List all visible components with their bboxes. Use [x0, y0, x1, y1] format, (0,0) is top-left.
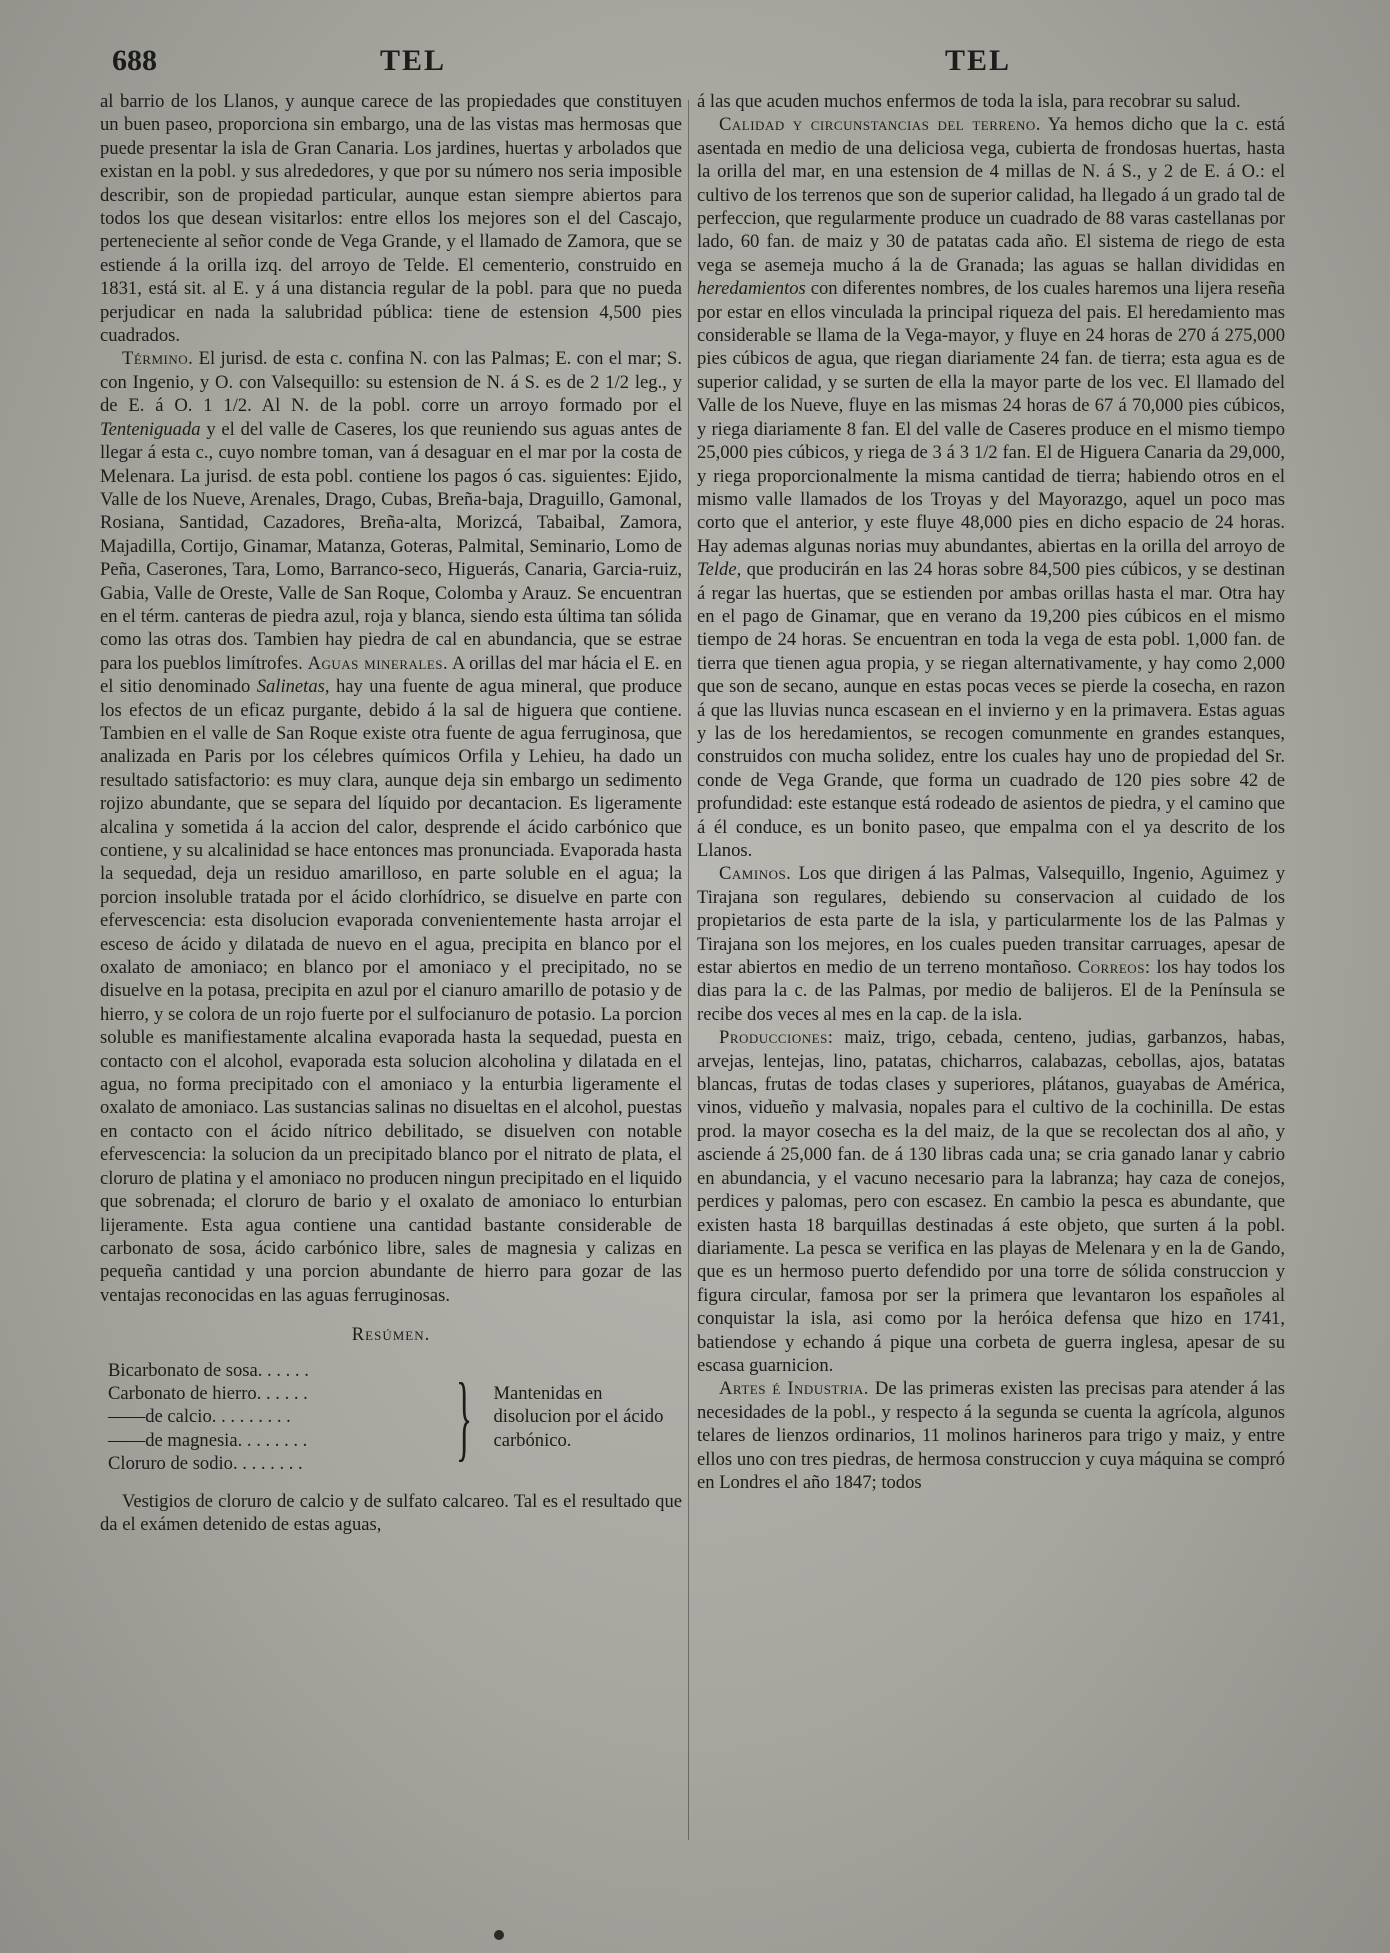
resumen-item: ——de magnesia. . . . . . . .: [108, 1429, 308, 1451]
resumen-item: Cloruro de sodio. . . . . . . .: [108, 1453, 303, 1475]
paragraph-calidad: Calidad y circunstancias del terreno. Ya hemos dicho que la c. está asentada en medio de una deliciosa vega, cubierta de frondosas huertas, hasta la orilla del mar, en una estension de 4 millas de N. á S., y 2 de E. á O.: el cultivo de los terrenos que son de superior calidad, ha llegado á un grado tal de perfeccion, que regularmente produce un cuadrado de 88 varas castellanas por lado, 60 fan. de maiz y 30 de patatas cada año. El sistema de riego de esta vega se asemeja mucho á la de Granada; las aguas se hallan divididas en heredamientos con diferentes nombres, de los cuales haremos una lijera reseña por estar en ellos vinculada la principal riqueza del pais. El heredamiento mas considerable se llama de la Vega-mayor, y fluye en 24 horas de 270 á 275,000 pies cúbicos de agua, que riegan diariamente 24 fan. de tierra; esta agua es de superior calidad, y se surten de ella la mayor parte de los vec. El llamado del Valle de los Nueve, fluye en las mismas 24 horas de 67 á 70,000 pies cúbicos, y riega diariamente 8 fan. El del valle de Caseres produce en el mismo tiempo 25,000 pies cúbicos, y riega de 3 á 3 1/2 fan. El de Higuera Canaria da 29,000, y riega proporcionalmente la misma cantidad de tierra; habiendo otros en el mismo valle llamados de los Troyas y del Mayorazgo, aquel un poco mas corto que el anterior, y este fluye 48,000 pies en dicho espacio de 24 horas. Hay ademas algunas norias muy abundantes, abiertas en la orilla del arroyo de Telde, que producirán en las 24 horas sobre 84,500 pies cúbicos, y se destinan á regar las huertas, que se estienden por ambas orillas hasta el mar. Otra hay en el pago de Ginamar, que en verano da 19,200 pies cúbicos en el mismo tiempo de 24 horas. Se encuentran en toda la vega de esta pobl. 1,000 fan. de tierra que tienen agua propia, y se riegan alternativamente, y hay como 2,000 que son de secano, aunque en estas pocas veces se pierde la cosecha, en razon á que las lluvias nunca escasean en el invierno y en la primavera. Estas aguas y las de los heredamientos, se recogen comunmente en grandes estanques, construidos con mucha solidez, entre los cuales hay uno de propiedad del Sr. conde de Vega Grande, que forma un cuadrado de 120 pies sobre 42 de profundidad: este estanque está rodeado de asientos de piedra, y el camino que á él conduce, es un bonito paseo, que empalma con el ya descrito de los Llanos.: [697, 114, 1285, 861]
page-header: [0, 44, 1390, 84]
paragraph-producciones: Producciones: maiz, trigo, cebada, centeno, judias, garbanzos, habas, arvejas, lentejas, lino, patatas, chicharros, calabazas, cebollas, ajos, batatas blancas, frutas de todas clases y superiores, plátanos, guayabas de América, vinos, vidueño y malvasia, nopales para el cultivo de la cochinilla. De estas prod. la mayor cosecha es la del maiz, de la que se recolectan dos al año, y asciende á 25,000 fan. de á 130 libras cada una; se cria ganado lanar y cabrio en abundancia, y el vacuno necesario para la labranza; hay caza de conejos, perdices y palomas, pero con escasez. En cambio la pesca es abundante, que existen hasta 18 barquillas destinadas á este objeto, que surten á la pobl. diariamente. La pesca se verifica en las playas de Melenara y en la de Gando, que es un hermoso puerto defendido por una torre de sólida construccion y figura circular, famosa por ser la primera que levantaron los españoles al conquistar la isla, asi como por la heróica defensa que hizo en 1741, batiendose y echando á pique una corbeta de guerra inglesa, apesar de su escasa guarnicion.: [697, 1027, 1285, 1376]
page-number: 688: [112, 44, 157, 77]
section-head-producciones: Producciones:: [719, 1027, 834, 1049]
paragraph-caminos: Caminos. Los que dirigen á las Palmas, Valsequillo, Ingenio, Aguimez y Tirajana son regulares, debiendo su conservacion al cuidado de los propietarios de esta parte de la isla, y particularmente los de las Palmas y Tirajana son los mejores, en los cuales pueden transitar carruages, apesar de estar abiertos en medio de un terreno montañoso. Correos: los hay todos los dias para la c. de las Palmas, por medio de balijeros. El de la Península se recibe dos veces al mes en la cap. de la isla.: [697, 863, 1285, 1025]
section-head-termino: Término.: [122, 348, 194, 370]
running-head-right: TEL: [945, 44, 1012, 77]
resumen-table: [108, 1359, 682, 1476]
section-head-aguas: Aguas minerales.: [307, 652, 449, 674]
resumen-item: Carbonato de hierro. . . . . .: [108, 1382, 308, 1404]
section-head-artes: Artes é Industria.: [719, 1378, 869, 1400]
paragraph-enfermos: á las que acuden muchos enfermos de toda la isla, para recobrar su salud.: [697, 91, 1241, 112]
ink-spot: [494, 1930, 504, 1940]
resumen-item: Bicarbonato de sosa. . . . . .: [108, 1359, 309, 1381]
brace: }: [456, 1363, 473, 1471]
resumen-list: [108, 1359, 435, 1476]
running-head-left: TEL: [380, 44, 447, 77]
left-column: [100, 90, 682, 1850]
section-head-calidad: Calidad y circunstancias del terreno.: [719, 114, 1041, 136]
section-head-caminos: Caminos.: [719, 863, 792, 885]
paragraph-vestigios: Vestigios de cloruro de calcio y de sulfato calcareo. Tal es el resultado que da el exámen detenido de estas aguas,: [100, 1490, 682, 1535]
resumen-item: ——de calcio. . . . . . . . .: [108, 1406, 291, 1428]
section-head-correos: Correos:: [1077, 957, 1151, 979]
column-divider: [688, 100, 689, 1840]
right-column: [697, 90, 1285, 1850]
paragraph-termino: Término. El jurisd. de esta c. confina N. con las Palmas; E. con el mar; S. con Ingenio, y O. con Valsequillo: su estension de N. á S. es de 2 1/2 leg., y de E. á O. 1 1/2. Al N. de la pobl. corre un arroyo formado por el Tenteniguada y el del valle de Caseres, los que reuniendo sus aguas antes de llegar á esta c., cuyo nombre toman, van á desaguar en el mar por la costa de Melenara. La jurisd. de esta pobl. contiene los pagos ó cas. siguientes: Ejido, Valle de los Nueve, Arenales, Drago, Cubas, Breña-baja, Draguillo, Gamonal, Rosiana, Santidad, Cazadores, Breña-alta, Morizcá, Tabaibal, Zamora, Majadilla, Cortijo, Ginamar, Matanza, Goteras, Palmital, Seminario, Lomo de Peña, Caserones, Tara, Lomo, Barranco-seco, Higuerás, Canaria, Garcia-ruiz, Gabia, Valle de Oreste, Valle de San Roque, Colomba y Arauz. Se encuentran en el térm. canteras de piedra azul, roja y blanca, siendo esta última tan sólida como las otras dos. Tambien hay piedra de cal en abundancia, que se estrae para los pueblos limítrofes. Aguas minerales. A orillas del mar hácia el E. en el sitio denominado Salinetas, hay una fuente de agua mineral, que produce los efectos de un eficaz purgante, debido á la sal de higuera que contiene. Tambien en el valle de San Roque existe otra fuente de agua ferruginosa, que analizada en Paris por los célebres químicos Orfila y Lehieu, ha dado un resultado satisfactorio: es muy clara, aunque deja sin embargo un sedimento rojizo abundante, que se separa del líquido por decantacion. Es ligeramente alcalina y sometida á la accion del calor, desprende el ácido carbónico que contiene, y su alcalinidad se hace entonces mas pronunciada. Evaporada hasta la sequedad, deja un residuo amarilloso, en parte soluble en el agua; la porcion insoluble tratada por el ácido clorhídrico, se disuelve en parte con efervescencia: esta disolucion evaporada convenientemente hasta arrojar el esceso de ácido y dilatada de nuevo en el agua, precipita en blanco por el oxalato de amoniaco; en blanco por el amoniaco y el precipitado, no se disuelve en la potasa, precipita en azul por el cianuro amarillo de potasio y de hierro, y se colora de un rojo fuerte por el sulfocianuro de potasio. La porcion soluble es manifiestamente alcalina evaporada hasta la sequedad, puesta en contacto con el alcohol, evaporada esta solucion alcoholina y dilatada en el agua, no forma precipitado con el amoniaco y la enturbia ligeramente el oxalato de amoniaco. Las sustancias salinas no disueltas en el alcohol, puestas en contacto con el ácido nítrico debilitado, se disuelven con notable efervescencia: la solucion da un precipitado blanco por el nitrato de plata, el cloruro de platina y el amoniaco no producen ningun precipitado en el liquido que sobrenada; el cloruro de bario y el oxalato de amoniaco lo enturbian lijeramente. Esta agua contiene una cantidad bastante considerable de carbonato de sosa, ácido carbónico libre, sales de magnesia y calizas en pequeña cantidad y una porcion abundante de hierro para gozar de las ventajas reconocidas en las aguas ferruginosas.: [100, 348, 682, 1306]
paragraph-artes: Artes é Industria. De las primeras existen las precisas para atender á las necesidades de la pobl., y respecto á la segunda se cuenta la agrícola, algunos telares de lienzos ordinarios, 11 molinos harineros para trigo y maiz, y entre ellos uno con tres piedras, de hermosa construccion y cuya máquina se compró en Londres el año 1847; todos: [697, 1378, 1285, 1493]
resumen-note: Mantenidas en disolucion por el ácido carbónico.: [493, 1382, 664, 1451]
paragraph-llanos: al barrio de los Llanos, y aunque carece de las propiedades que constituyen un buen paseo, proporciona sin embargo, una de las vistas mas hermosas que puede presentar la isla de Gran Canaria. Los jardines, huertas y arbolados que existan en la pobl. y sus alrededores, y que por su número nos seria imposible describir, son de propiedad particular, aunque estan siempre abiertos para todos los que desean visitarlos: entre ellos los mejores son el del Cascajo, perteneciente al señor conde de Vega Grande, y el llamado de Zamora, que se estiende á la orilla izq. del arroyo de Telde. El cementerio, construido en 1831, está sit. al E. y á una distancia regular de la pobl. para que no pueda perjudicar en nada la salubridad pública: tiene de estension 4,500 pies cuadrados.: [100, 91, 682, 347]
resumen-title: Resúmen.: [351, 1324, 431, 1346]
